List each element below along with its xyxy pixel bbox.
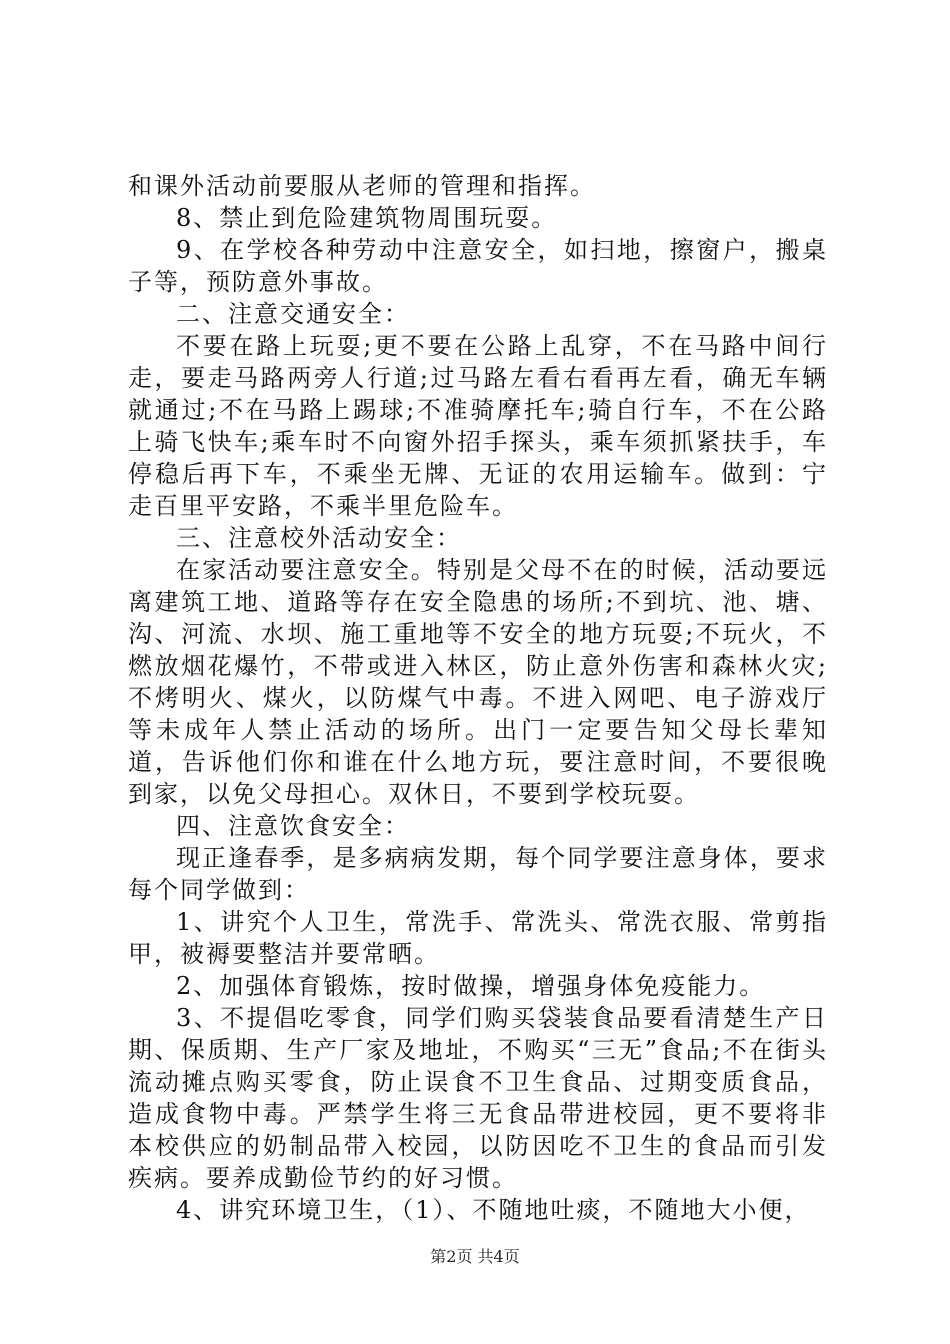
paragraph-food-4: 4、讲究环境卫生，（1）、不随地吐痰，不随地大小便， — [176, 1196, 811, 1224]
paragraph-food-intro: 现正逢春季，是多病病发期，每个同学要注意身体，要求每个同学做到： — [128, 844, 828, 904]
paragraph-item-9: 9、在学校各种劳动中注意安全，如扫地，擦窗户，搬桌子等，预防意外事故。 — [128, 236, 828, 296]
paragraph-food-2: 2、加强体育锻炼，按时做操，增强身体免疫能力。 — [176, 972, 766, 1000]
section-heading-food: 四、注意饮食安全： — [176, 812, 410, 840]
section-heading-traffic: 二、注意交通安全： — [176, 300, 410, 328]
document-body — [128, 170, 828, 1226]
paragraph-traffic: 不要在路上玩耍;更不要在公路上乱穿，不在马路中间行走，要走马路两旁人行道;过马路左看右看再左看，确无车辆就通过;不在马路上踢球;不准骑摩托车;骑自行车，不在公路上骑飞快车;乘车时不向窗外招手探头，乘车须抓紧扶手，车停稳后再下车，不乘坐无牌、无证的农用运输车。做到：宁走百里平安路，不乘半里危险车。 — [128, 332, 828, 520]
paragraph-outdoor: 在家活动要注意安全。特别是父母不在的时候，活动要远离建筑工地、道路等存在安全隐患的场所;不到坑、池、塘、沟、河流、水坝、施工重地等不安全的地方玩耍;不玩火，不燃放烟花爆竹，不带或进入林区，防止意外伤害和森林火灾;不烤明火、煤火，以防煤气中毒。不进入网吧、电子游戏厅等未成年人禁止活动的场所。出门一定要告知父母长辈知道，告诉他们你和谁在什么地方玩，要注意时间，不要很晚到家，以免父母担心。双休日，不要到学校玩耍。 — [128, 556, 828, 808]
paragraph-food-1: 1、讲究个人卫生，常洗手、常洗头、常洗衣服、常剪指甲，被褥要整洁并要常晒。 — [128, 908, 828, 968]
section-heading-outdoor: 三、注意校外活动安全： — [176, 524, 462, 552]
page-footer: 第2页 共4页 — [430, 1247, 520, 1266]
paragraph-food-3: 3、不提倡吃零食，同学们购买袋装食品要看清楚生产日期、保质期、生产厂家及地址，不购买“三无”食品;不在街头流动摊点购买零食，防止误食不卫生食品、过期变质食品，造成食物中毒。严禁学生将三无食品带进校园，更不要将非本校供应的奶制品带入校园，以防因吃不卫生的食品而引发疾病。要养成勤俭节约的好习惯。 — [128, 1004, 828, 1192]
paragraph-item-8: 8、禁止到危险建筑物周围玩耍。 — [176, 204, 558, 232]
paragraph-continuation: 和课外活动前要服从老师的管理和指挥。 — [128, 172, 596, 200]
